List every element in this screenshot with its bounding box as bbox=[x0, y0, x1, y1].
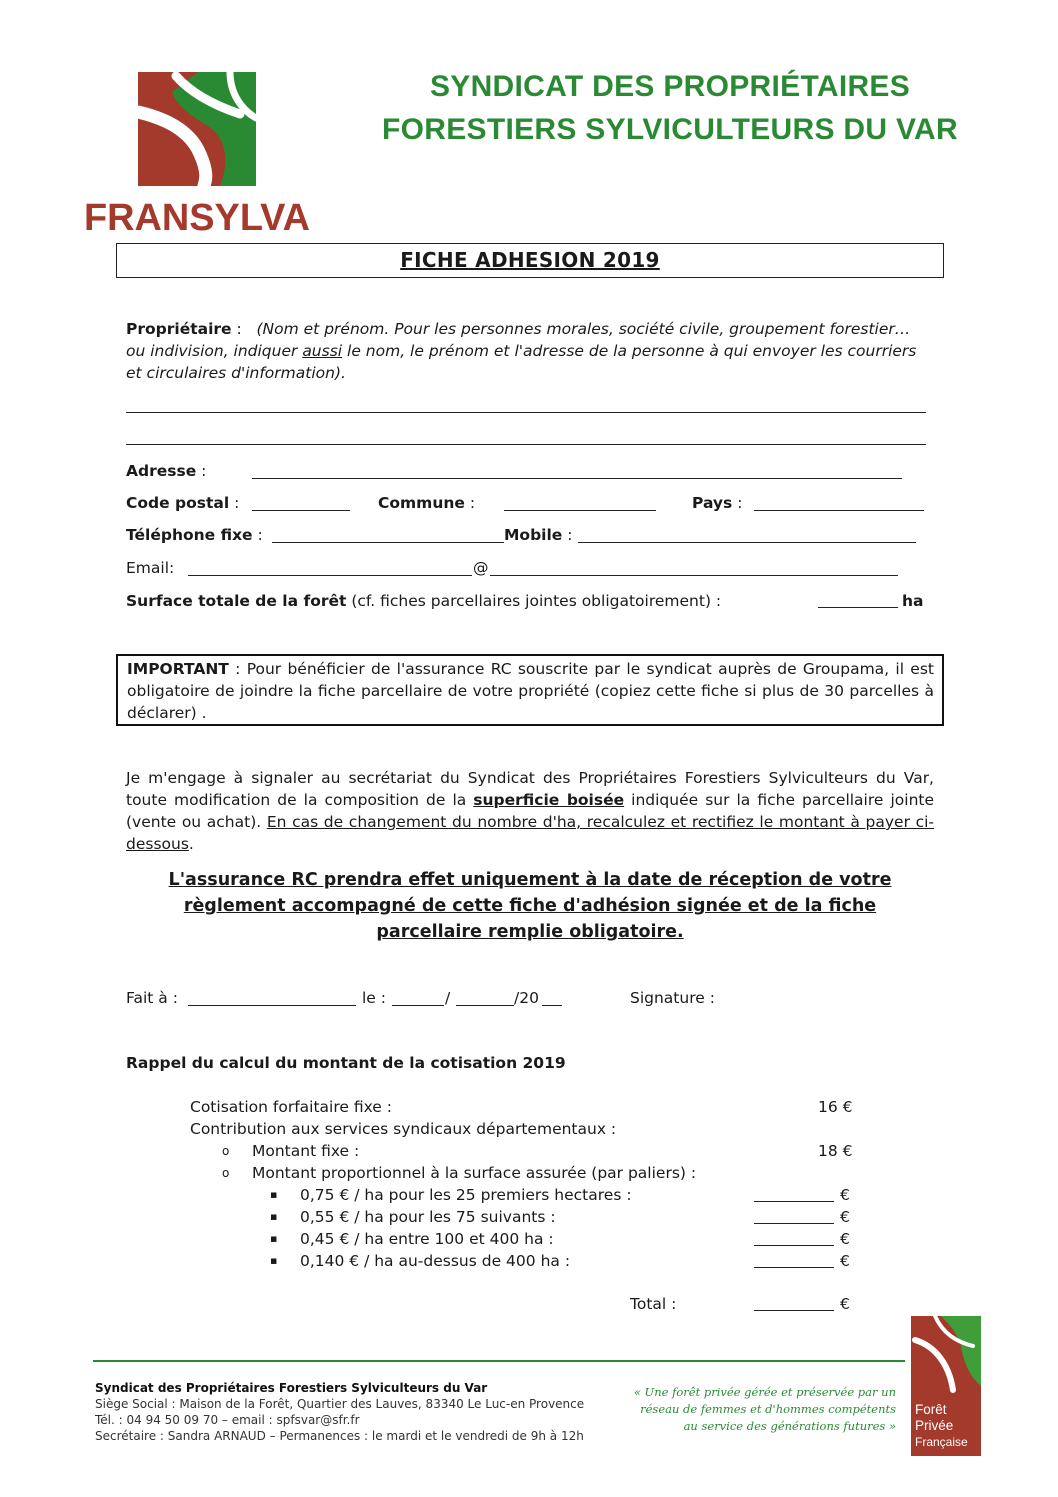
engagement-underlined: En cas de changement du nombre d'ha, recalculez et rectifiez le montant à payer ci-dessous bbox=[126, 813, 934, 853]
important-text: : Pour bénéficier de l'assurance RC souscrite par le syndicat auprès de Groupama, il est obligatoire de joindre la fiche parcellaire de votre propriété (copiez cette fiche si plus de 30 parcelles à déclarer) . bbox=[127, 660, 934, 722]
country-label: Pays bbox=[692, 494, 733, 512]
surface-label-group bbox=[126, 590, 721, 612]
address-field[interactable] bbox=[252, 478, 902, 479]
postal-code-field[interactable] bbox=[252, 510, 350, 511]
address-label: Adresse bbox=[126, 462, 197, 480]
date-label: le : bbox=[362, 989, 386, 1007]
calc-bullet-o-1: o bbox=[222, 1144, 230, 1158]
engagement-part1: Je m'engage à signaler au secrétariat du Syndicat des Propriétaires Forestiers Sylviculteurs du Var, toute modification de la composition de la bbox=[126, 769, 934, 809]
email-local-field[interactable] bbox=[188, 575, 472, 576]
foret-privee-wordmark bbox=[915, 1402, 981, 1450]
engagement-end: . bbox=[188, 835, 194, 853]
owner-colon: : bbox=[231, 320, 242, 338]
calc-title: Rappel du calcul du montant de la cotisation 2019 bbox=[126, 1054, 566, 1072]
footer-address: Siège Social : Maison de la Forêt, Quartier des Lauves, 83340 Le Luc-en Provence bbox=[95, 1397, 585, 1411]
tier-bullet: ▪ bbox=[270, 1232, 278, 1245]
tier-amount-field-2[interactable] bbox=[754, 1223, 834, 1224]
commune-field[interactable] bbox=[504, 510, 656, 511]
engagement-paragraph bbox=[126, 767, 934, 855]
postal-code-label-group bbox=[126, 492, 239, 514]
calc-proportional-label: Montant proportionnel à la surface assurée (par paliers) : bbox=[252, 1164, 697, 1182]
date-slash-2: /20 bbox=[514, 989, 539, 1007]
insurance-notice: L'assurance RC prendra effet uniquement à la date de réception de votre règlement accompagné de cette fiche d'adhésion signée et de la fiche parcellaire remplie obligatoire. bbox=[168, 870, 892, 942]
owner-name-line-2[interactable] bbox=[126, 444, 926, 445]
owner-instructions-emph: aussi bbox=[302, 342, 343, 360]
commune-label: Commune bbox=[378, 494, 465, 512]
engagement-part2: indiquée sur la fiche parcellaire jointe (vente ou achat). bbox=[126, 791, 935, 831]
tier-bullet: ▪ bbox=[270, 1188, 278, 1201]
tier-bullet: ▪ bbox=[270, 1254, 278, 1267]
form-title-box bbox=[116, 243, 944, 278]
mobile-colon: : bbox=[567, 526, 573, 544]
email-label: Email: bbox=[126, 559, 175, 577]
header-title-line1: SYNDICAT DES PROPRIÉTAIRES bbox=[429, 70, 911, 103]
footer-quote-line3: au service des générations futures » bbox=[683, 1419, 896, 1433]
footer-quote-line2: réseau de femmes et d'hommes compétents bbox=[640, 1402, 896, 1416]
logo2-line3: Française bbox=[915, 1435, 968, 1449]
foret-privee-francaise-logo bbox=[911, 1316, 981, 1456]
country-field[interactable] bbox=[754, 510, 924, 511]
important-notice bbox=[116, 654, 944, 726]
tier-euro-1: € bbox=[840, 1186, 850, 1204]
tier-label-4: 0,140 € / ha au-dessus de 400 ha : bbox=[300, 1252, 571, 1270]
tier-bullet: ▪ bbox=[270, 1210, 278, 1223]
postal-code-colon: : bbox=[234, 494, 240, 512]
mobile-label: Mobile bbox=[504, 526, 563, 544]
phone-label-group bbox=[126, 524, 263, 546]
email-at-sign: @ bbox=[473, 559, 489, 577]
form-title: FICHE ADHESION 2019 bbox=[400, 248, 660, 272]
total-amount-field[interactable] bbox=[754, 1310, 834, 1311]
logo-wordmark: FRANSYLVA bbox=[84, 197, 310, 238]
header-title-line2: FORESTIERS SYLVICULTEURS DU VAR bbox=[381, 113, 958, 146]
tier-euro-2: € bbox=[840, 1208, 850, 1226]
important-label: IMPORTANT bbox=[127, 660, 229, 678]
mobile-field[interactable] bbox=[578, 542, 916, 543]
country-label-group bbox=[692, 492, 742, 514]
fait-a-field[interactable] bbox=[188, 1005, 356, 1006]
surface-note: (cf. fiches parcellaires jointes obligatoirement) : bbox=[346, 592, 722, 610]
tier-euro-3: € bbox=[840, 1230, 850, 1248]
owner-name-line-1[interactable] bbox=[126, 412, 926, 413]
address-label-group bbox=[126, 460, 206, 482]
footer-secretary: Secrétaire : Sandra ARNAUD – Permanences : le mardi et le vendredi de 9h à 12h bbox=[95, 1429, 584, 1443]
tier-euro-4: € bbox=[840, 1252, 850, 1270]
mobile-label-group bbox=[504, 524, 572, 546]
tier-label-1: 0,75 € / ha pour les 25 premiers hectares : bbox=[300, 1186, 632, 1204]
calc-fixed-fee-amount: 16 € bbox=[818, 1098, 853, 1116]
tier-label-2: 0,55 € / ha pour les 75 suivants : bbox=[300, 1208, 556, 1226]
tier-amount-field-4[interactable] bbox=[754, 1267, 834, 1268]
owner-instructions bbox=[126, 318, 926, 384]
date-month-field[interactable] bbox=[456, 1005, 514, 1006]
footer-quote bbox=[600, 1384, 896, 1435]
owner-label: Propriétaire bbox=[126, 320, 232, 338]
calc-bullet-o-2: o bbox=[222, 1166, 230, 1180]
footer-phone-email: Tél. : 04 94 50 09 70 – email : spfsvar@sfr.fr bbox=[95, 1413, 360, 1427]
surface-field[interactable] bbox=[818, 607, 898, 608]
surface-unit: ha bbox=[902, 592, 924, 610]
tier-label-3: 0,45 € / ha entre 100 et 400 ha : bbox=[300, 1230, 554, 1248]
owner-instructions-a: (Nom et prénom. Pour les personnes morales, société civile, groupement forestier… ou indivision, indiquer bbox=[126, 320, 911, 360]
tier-amount-field-1[interactable] bbox=[754, 1201, 834, 1202]
footer-divider bbox=[93, 1360, 905, 1362]
date-day-field[interactable] bbox=[392, 1005, 444, 1006]
date-slash-1: / bbox=[445, 989, 451, 1007]
surface-label: Surface totale de la forêt bbox=[126, 592, 347, 610]
calc-fixed-amount-label: Montant fixe : bbox=[252, 1142, 360, 1160]
total-label: Total : bbox=[630, 1295, 677, 1313]
phone-field[interactable] bbox=[272, 542, 504, 543]
engagement-emph: superficie boisée bbox=[473, 791, 625, 809]
logo2-line1: Forêt bbox=[915, 1402, 947, 1417]
fait-a-label: Fait à : bbox=[126, 989, 178, 1007]
commune-label-group bbox=[378, 492, 475, 514]
date-year-field[interactable] bbox=[542, 1005, 562, 1006]
fransylva-logo bbox=[80, 68, 315, 238]
phone-colon: : bbox=[257, 526, 263, 544]
tier-amount-field-3[interactable] bbox=[754, 1245, 834, 1246]
fransylva-emblem-icon bbox=[80, 68, 315, 238]
footer-org-name: Syndicat des Propriétaires Forestiers Sylviculteurs du Var bbox=[95, 1381, 488, 1395]
country-colon: : bbox=[737, 494, 743, 512]
calc-contribution-label: Contribution aux services syndicaux départementaux : bbox=[190, 1120, 617, 1138]
phone-label: Téléphone fixe bbox=[126, 526, 253, 544]
footer-contact-block bbox=[95, 1380, 635, 1444]
postal-code-label: Code postal bbox=[126, 494, 230, 512]
address-colon: : bbox=[201, 462, 207, 480]
total-euro: € bbox=[840, 1295, 850, 1313]
calc-fixed-amount-value: 18 € bbox=[818, 1142, 853, 1160]
logo2-line2: Privée bbox=[915, 1418, 954, 1433]
owner-instructions-b: le nom, le prénom et l'adresse de la personne à qui envoyer les courriers et circulaires d'information). bbox=[126, 342, 917, 382]
email-domain-field[interactable] bbox=[490, 575, 898, 576]
calc-fixed-fee-label: Cotisation forfaitaire fixe : bbox=[190, 1098, 392, 1116]
footer-quote-line1: « Une forêt privée gérée et préservée par un bbox=[633, 1385, 896, 1399]
signature-label: Signature : bbox=[630, 989, 715, 1007]
commune-colon: : bbox=[469, 494, 476, 512]
